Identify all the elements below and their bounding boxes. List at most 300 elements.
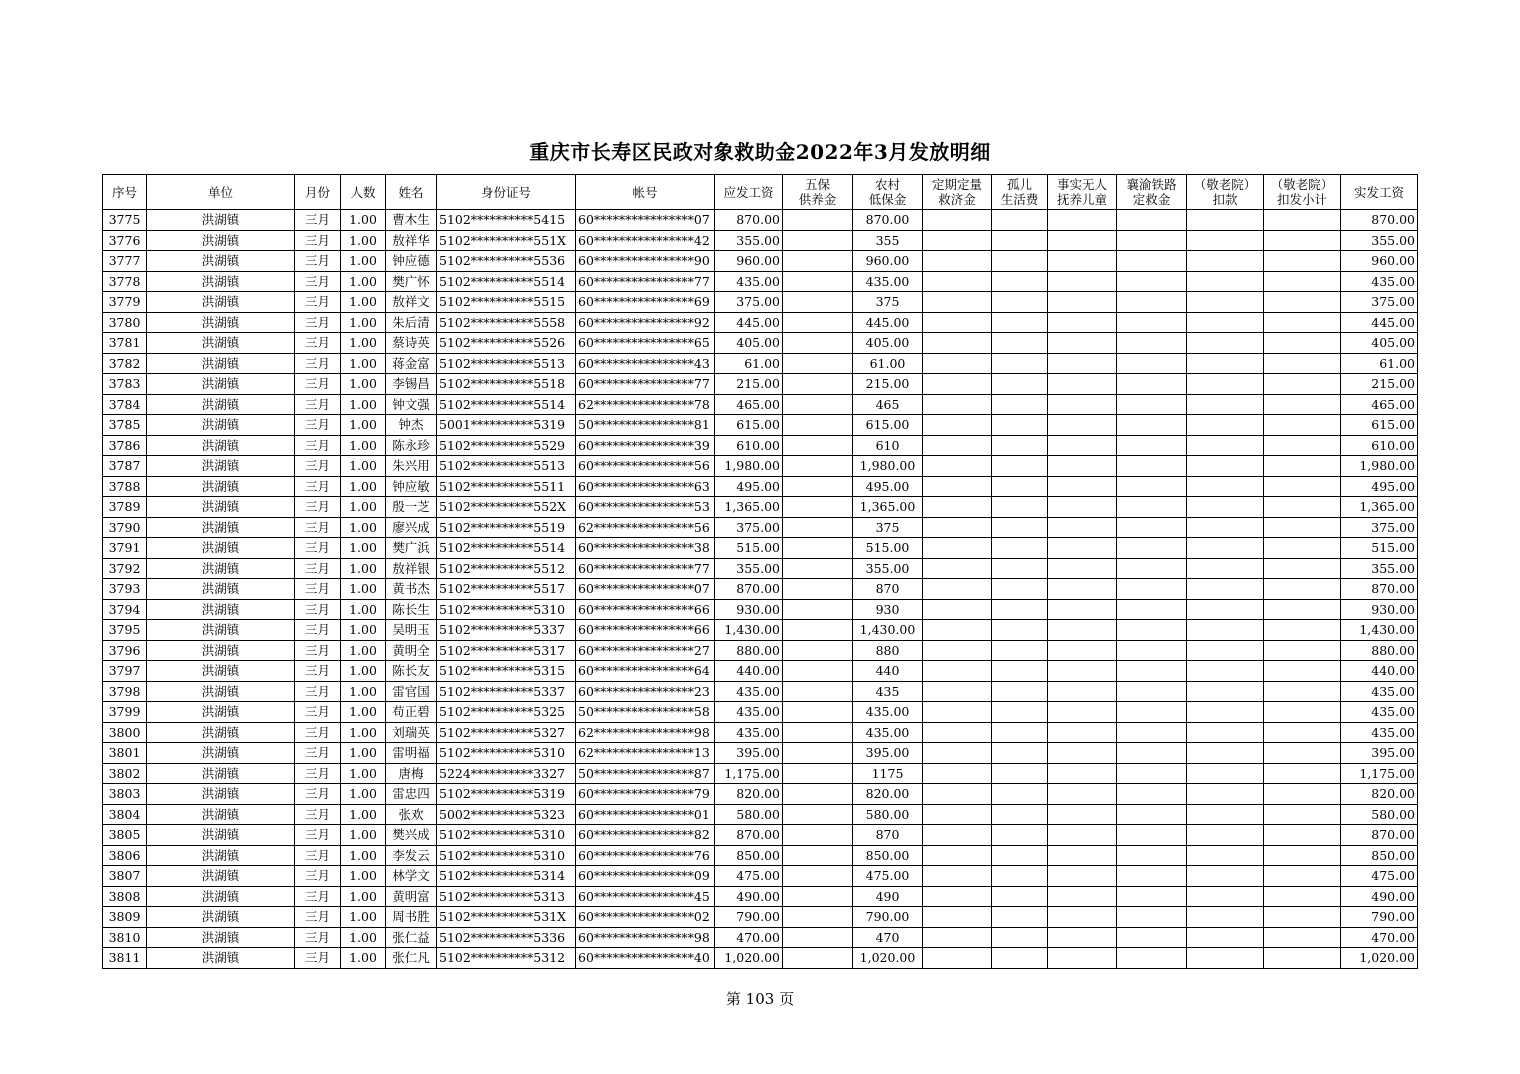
col-orphan-allowance-cell: [992, 394, 1048, 415]
col-rural-subsistence-cell: 445.00: [853, 312, 923, 333]
col-count-cell: 1.00: [341, 784, 386, 805]
table-row: [103, 722, 1418, 743]
col-seq-cell: 3776: [103, 230, 147, 251]
col-nursing-deduction-subtotal-cell: [1264, 948, 1341, 969]
col-unsupported-children-cell: [1048, 702, 1117, 723]
col-fixed-relief-cell: [923, 415, 992, 436]
col-count-cell: 1.00: [341, 230, 386, 251]
col-unit-cell: 洪湖镇: [147, 804, 295, 825]
col-nursing-deduction-cell: [1187, 415, 1264, 436]
col-five-guarantee-cell: [783, 312, 853, 333]
col-payable-cell: 1,175.00: [715, 763, 783, 784]
col-five-guarantee-cell: [783, 517, 853, 538]
col-nursing-deduction-subtotal-cell: [1264, 620, 1341, 641]
col-nursing-deduction-subtotal-cell: [1264, 333, 1341, 354]
col-month-cell: 三月: [295, 456, 341, 477]
col-month-cell: 三月: [295, 538, 341, 559]
col-seq-cell: 3811: [103, 948, 147, 969]
col-count-cell: 1.00: [341, 599, 386, 620]
col-xiangyu-railway-cell: [1117, 763, 1187, 784]
col-unsupported-children-cell: [1048, 333, 1117, 354]
col-count-cell: 1.00: [341, 558, 386, 579]
col-payable-cell: 375.00: [715, 292, 783, 313]
col-month-cell: 三月: [295, 476, 341, 497]
col-five-guarantee-cell: [783, 353, 853, 374]
col-rural-subsistence-cell: 405.00: [853, 333, 923, 354]
col-seq-cell: 3807: [103, 866, 147, 887]
col-count-cell: 1.00: [341, 435, 386, 456]
col-xiangyu-railway-cell: [1117, 825, 1187, 846]
col-five-guarantee-cell: [783, 640, 853, 661]
col-five-guarantee-cell: [783, 620, 853, 641]
col-nursing-deduction-cell: [1187, 497, 1264, 518]
col-nursing-deduction-cell: [1187, 681, 1264, 702]
col-fixed-relief-cell: [923, 435, 992, 456]
col-nursing-deduction-subtotal-cell: [1264, 804, 1341, 825]
col-id-number-cell: 5102**********5517: [437, 579, 576, 600]
col-month-cell: 三月: [295, 579, 341, 600]
col-payable-cell: 870.00: [715, 210, 783, 231]
table-body: [103, 210, 1418, 969]
col-unit-cell: 洪湖镇: [147, 394, 295, 415]
col-seq-cell: 3792: [103, 558, 147, 579]
header-col-xiangyu-railway: 襄渝铁路 定救金: [1117, 175, 1187, 210]
col-orphan-allowance-cell: [992, 333, 1048, 354]
col-seq-cell: 3798: [103, 681, 147, 702]
col-nursing-deduction-cell: [1187, 640, 1264, 661]
col-seq-cell: 3793: [103, 579, 147, 600]
col-unit-cell: 洪湖镇: [147, 558, 295, 579]
col-id-number-cell: 5102**********5514: [437, 538, 576, 559]
col-unsupported-children-cell: [1048, 886, 1117, 907]
col-nursing-deduction-cell: [1187, 866, 1264, 887]
col-account-cell: 60****************66: [576, 599, 715, 620]
col-orphan-allowance-cell: [992, 271, 1048, 292]
col-nursing-deduction-subtotal-cell: [1264, 251, 1341, 272]
col-month-cell: 三月: [295, 804, 341, 825]
col-orphan-allowance-cell: [992, 497, 1048, 518]
col-fixed-relief-cell: [923, 394, 992, 415]
col-nursing-deduction-cell: [1187, 374, 1264, 395]
col-fixed-relief-cell: [923, 640, 992, 661]
col-net-pay-cell: 1,020.00: [1341, 948, 1418, 969]
col-month-cell: 三月: [295, 374, 341, 395]
col-count-cell: 1.00: [341, 353, 386, 374]
col-seq-cell: 3788: [103, 476, 147, 497]
col-five-guarantee-cell: [783, 661, 853, 682]
col-name-cell: 敖祥文: [386, 292, 437, 313]
col-xiangyu-railway-cell: [1117, 599, 1187, 620]
col-name-cell: 张欢: [386, 804, 437, 825]
col-orphan-allowance-cell: [992, 415, 1048, 436]
col-fixed-relief-cell: [923, 599, 992, 620]
col-nursing-deduction-cell: [1187, 620, 1264, 641]
col-five-guarantee-cell: [783, 292, 853, 313]
col-rural-subsistence-cell: 930: [853, 599, 923, 620]
col-nursing-deduction-cell: [1187, 558, 1264, 579]
col-name-cell: 周书胜: [386, 907, 437, 928]
col-unit-cell: 洪湖镇: [147, 599, 295, 620]
col-payable-cell: 375.00: [715, 517, 783, 538]
col-seq-cell: 3785: [103, 415, 147, 436]
col-account-cell: 60****************01: [576, 804, 715, 825]
col-five-guarantee-cell: [783, 722, 853, 743]
col-account-cell: 60****************56: [576, 456, 715, 477]
col-nursing-deduction-cell: [1187, 722, 1264, 743]
col-id-number-cell: 5102**********531X: [437, 907, 576, 928]
col-payable-cell: 495.00: [715, 476, 783, 497]
col-unit-cell: 洪湖镇: [147, 702, 295, 723]
col-count-cell: 1.00: [341, 210, 386, 231]
col-account-cell: 60****************82: [576, 825, 715, 846]
col-five-guarantee-cell: [783, 845, 853, 866]
col-orphan-allowance-cell: [992, 251, 1048, 272]
col-name-cell: 敖祥华: [386, 230, 437, 251]
col-account-cell: 60****************09: [576, 866, 715, 887]
col-seq-cell: 3799: [103, 702, 147, 723]
col-xiangyu-railway-cell: [1117, 476, 1187, 497]
col-month-cell: 三月: [295, 702, 341, 723]
col-nursing-deduction-subtotal-cell: [1264, 886, 1341, 907]
col-nursing-deduction-cell: [1187, 661, 1264, 682]
table-row: [103, 538, 1418, 559]
col-five-guarantee-cell: [783, 333, 853, 354]
col-nursing-deduction-subtotal-cell: [1264, 497, 1341, 518]
col-unit-cell: 洪湖镇: [147, 271, 295, 292]
col-unit-cell: 洪湖镇: [147, 743, 295, 764]
col-count-cell: 1.00: [341, 333, 386, 354]
col-rural-subsistence-cell: 1,980.00: [853, 456, 923, 477]
table-row: [103, 456, 1418, 477]
header-col-nursing-deduction: （敬老院） 扣款: [1187, 175, 1264, 210]
col-unit-cell: 洪湖镇: [147, 456, 295, 477]
table-row: [103, 579, 1418, 600]
col-rural-subsistence-cell: 435.00: [853, 271, 923, 292]
col-unit-cell: 洪湖镇: [147, 374, 295, 395]
col-id-number-cell: 5102**********5313: [437, 886, 576, 907]
col-nursing-deduction-cell: [1187, 927, 1264, 948]
col-net-pay-cell: 610.00: [1341, 435, 1418, 456]
col-net-pay-cell: 1,980.00: [1341, 456, 1418, 477]
col-net-pay-cell: 61.00: [1341, 353, 1418, 374]
col-account-cell: 60****************66: [576, 620, 715, 641]
col-id-number-cell: 5102**********5310: [437, 743, 576, 764]
col-xiangyu-railway-cell: [1117, 722, 1187, 743]
col-nursing-deduction-subtotal-cell: [1264, 599, 1341, 620]
col-rural-subsistence-cell: 395.00: [853, 743, 923, 764]
col-orphan-allowance-cell: [992, 702, 1048, 723]
col-payable-cell: 440.00: [715, 661, 783, 682]
col-nursing-deduction-subtotal-cell: [1264, 784, 1341, 805]
col-rural-subsistence-cell: 435.00: [853, 702, 923, 723]
col-nursing-deduction-subtotal-cell: [1264, 661, 1341, 682]
col-payable-cell: 610.00: [715, 435, 783, 456]
col-payable-cell: 820.00: [715, 784, 783, 805]
col-rural-subsistence-cell: 375: [853, 292, 923, 313]
table-row: [103, 825, 1418, 846]
col-rural-subsistence-cell: 820.00: [853, 784, 923, 805]
col-rural-subsistence-cell: 790.00: [853, 907, 923, 928]
col-nursing-deduction-subtotal-cell: [1264, 415, 1341, 436]
col-account-cell: 60****************45: [576, 886, 715, 907]
col-count-cell: 1.00: [341, 517, 386, 538]
col-rural-subsistence-cell: 580.00: [853, 804, 923, 825]
col-orphan-allowance-cell: [992, 599, 1048, 620]
col-account-cell: 60****************69: [576, 292, 715, 313]
col-account-cell: 60****************53: [576, 497, 715, 518]
col-rural-subsistence-cell: 490: [853, 886, 923, 907]
col-orphan-allowance-cell: [992, 456, 1048, 477]
col-name-cell: 殷一芝: [386, 497, 437, 518]
col-net-pay-cell: 395.00: [1341, 743, 1418, 764]
col-unsupported-children-cell: [1048, 374, 1117, 395]
col-five-guarantee-cell: [783, 681, 853, 702]
col-nursing-deduction-cell: [1187, 907, 1264, 928]
col-unit-cell: 洪湖镇: [147, 230, 295, 251]
col-name-cell: 陈长友: [386, 661, 437, 682]
col-xiangyu-railway-cell: [1117, 230, 1187, 251]
col-id-number-cell: 5102**********5558: [437, 312, 576, 333]
header-col-rural-subsistence: 农村 低保金: [853, 175, 923, 210]
col-rural-subsistence-cell: 1,020.00: [853, 948, 923, 969]
table-row: [103, 886, 1418, 907]
col-fixed-relief-cell: [923, 804, 992, 825]
col-net-pay-cell: 435.00: [1341, 271, 1418, 292]
col-month-cell: 三月: [295, 784, 341, 805]
col-seq-cell: 3783: [103, 374, 147, 395]
col-name-cell: 雷忠四: [386, 784, 437, 805]
col-seq-cell: 3810: [103, 927, 147, 948]
col-month-cell: 三月: [295, 312, 341, 333]
col-orphan-allowance-cell: [992, 517, 1048, 538]
col-payable-cell: 1,980.00: [715, 456, 783, 477]
col-seq-cell: 3801: [103, 743, 147, 764]
col-unit-cell: 洪湖镇: [147, 763, 295, 784]
col-payable-cell: 515.00: [715, 538, 783, 559]
col-rural-subsistence-cell: 870: [853, 825, 923, 846]
col-nursing-deduction-subtotal-cell: [1264, 435, 1341, 456]
col-count-cell: 1.00: [341, 845, 386, 866]
col-id-number-cell: 5102**********5415: [437, 210, 576, 231]
col-name-cell: 黄明富: [386, 886, 437, 907]
col-fixed-relief-cell: [923, 210, 992, 231]
col-count-cell: 1.00: [341, 866, 386, 887]
col-payable-cell: 790.00: [715, 907, 783, 928]
col-orphan-allowance-cell: [992, 579, 1048, 600]
col-net-pay-cell: 470.00: [1341, 927, 1418, 948]
col-month-cell: 三月: [295, 661, 341, 682]
col-name-cell: 林学文: [386, 866, 437, 887]
col-count-cell: 1.00: [341, 394, 386, 415]
table-row: [103, 763, 1418, 784]
col-payable-cell: 850.00: [715, 845, 783, 866]
header-col-month: 月份: [295, 175, 341, 210]
col-xiangyu-railway-cell: [1117, 886, 1187, 907]
col-net-pay-cell: 1,365.00: [1341, 497, 1418, 518]
col-unit-cell: 洪湖镇: [147, 435, 295, 456]
col-name-cell: 廖兴成: [386, 517, 437, 538]
col-net-pay-cell: 790.00: [1341, 907, 1418, 928]
col-rural-subsistence-cell: 440: [853, 661, 923, 682]
col-seq-cell: 3804: [103, 804, 147, 825]
col-nursing-deduction-cell: [1187, 804, 1264, 825]
col-unsupported-children-cell: [1048, 415, 1117, 436]
col-xiangyu-railway-cell: [1117, 333, 1187, 354]
col-unit-cell: 洪湖镇: [147, 538, 295, 559]
col-rural-subsistence-cell: 615.00: [853, 415, 923, 436]
col-fixed-relief-cell: [923, 312, 992, 333]
col-id-number-cell: 5102**********5514: [437, 394, 576, 415]
col-payable-cell: 870.00: [715, 579, 783, 600]
col-account-cell: 60****************27: [576, 640, 715, 661]
col-net-pay-cell: 440.00: [1341, 661, 1418, 682]
col-unit-cell: 洪湖镇: [147, 210, 295, 231]
table-row: [103, 210, 1418, 231]
col-id-number-cell: 5102**********5526: [437, 333, 576, 354]
col-name-cell: 李锡昌: [386, 374, 437, 395]
col-month-cell: 三月: [295, 640, 341, 661]
col-five-guarantee-cell: [783, 702, 853, 723]
col-payable-cell: 580.00: [715, 804, 783, 825]
table-row: [103, 681, 1418, 702]
col-seq-cell: 3781: [103, 333, 147, 354]
col-fixed-relief-cell: [923, 845, 992, 866]
col-fixed-relief-cell: [923, 948, 992, 969]
col-fixed-relief-cell: [923, 538, 992, 559]
table-row: [103, 333, 1418, 354]
col-nursing-deduction-cell: [1187, 435, 1264, 456]
col-unsupported-children-cell: [1048, 640, 1117, 661]
col-nursing-deduction-subtotal-cell: [1264, 825, 1341, 846]
col-xiangyu-railway-cell: [1117, 702, 1187, 723]
col-rural-subsistence-cell: 1,430.00: [853, 620, 923, 641]
col-count-cell: 1.00: [341, 886, 386, 907]
col-xiangyu-railway-cell: [1117, 374, 1187, 395]
col-name-cell: 蒋金富: [386, 353, 437, 374]
col-name-cell: 樊广怀: [386, 271, 437, 292]
col-net-pay-cell: 870.00: [1341, 210, 1418, 231]
col-unsupported-children-cell: [1048, 435, 1117, 456]
col-month-cell: 三月: [295, 210, 341, 231]
col-month-cell: 三月: [295, 333, 341, 354]
col-xiangyu-railway-cell: [1117, 866, 1187, 887]
col-five-guarantee-cell: [783, 476, 853, 497]
col-rural-subsistence-cell: 870.00: [853, 210, 923, 231]
col-orphan-allowance-cell: [992, 640, 1048, 661]
col-rural-subsistence-cell: 850.00: [853, 845, 923, 866]
col-seq-cell: 3779: [103, 292, 147, 313]
col-xiangyu-railway-cell: [1117, 353, 1187, 374]
col-month-cell: 三月: [295, 497, 341, 518]
col-rural-subsistence-cell: 61.00: [853, 353, 923, 374]
col-unit-cell: 洪湖镇: [147, 251, 295, 272]
col-seq-cell: 3790: [103, 517, 147, 538]
col-count-cell: 1.00: [341, 292, 386, 313]
col-orphan-allowance-cell: [992, 476, 1048, 497]
col-account-cell: 62****************98: [576, 722, 715, 743]
table-row: [103, 476, 1418, 497]
col-fixed-relief-cell: [923, 579, 992, 600]
col-unit-cell: 洪湖镇: [147, 866, 295, 887]
col-payable-cell: 930.00: [715, 599, 783, 620]
col-name-cell: 雷官国: [386, 681, 437, 702]
col-net-pay-cell: 515.00: [1341, 538, 1418, 559]
col-five-guarantee-cell: [783, 271, 853, 292]
col-account-cell: 60****************79: [576, 784, 715, 805]
col-payable-cell: 355.00: [715, 230, 783, 251]
col-xiangyu-railway-cell: [1117, 804, 1187, 825]
col-month-cell: 三月: [295, 825, 341, 846]
table-header-row: [103, 175, 1418, 210]
header-col-payable: 应发工资: [715, 175, 783, 210]
col-payable-cell: 405.00: [715, 333, 783, 354]
col-rural-subsistence-cell: 475.00: [853, 866, 923, 887]
col-payable-cell: 465.00: [715, 394, 783, 415]
table-row: [103, 702, 1418, 723]
col-five-guarantee-cell: [783, 599, 853, 620]
col-unit-cell: 洪湖镇: [147, 415, 295, 436]
col-unsupported-children-cell: [1048, 210, 1117, 231]
col-fixed-relief-cell: [923, 661, 992, 682]
col-rural-subsistence-cell: 610: [853, 435, 923, 456]
col-rural-subsistence-cell: 870: [853, 579, 923, 600]
col-month-cell: 三月: [295, 866, 341, 887]
col-unit-cell: 洪湖镇: [147, 722, 295, 743]
col-seq-cell: 3775: [103, 210, 147, 231]
col-count-cell: 1.00: [341, 497, 386, 518]
col-seq-cell: 3787: [103, 456, 147, 477]
col-count-cell: 1.00: [341, 415, 386, 436]
col-unsupported-children-cell: [1048, 579, 1117, 600]
col-id-number-cell: 5102**********5314: [437, 866, 576, 887]
col-nursing-deduction-subtotal-cell: [1264, 681, 1341, 702]
col-nursing-deduction-cell: [1187, 948, 1264, 969]
header-col-count: 人数: [341, 175, 386, 210]
col-nursing-deduction-subtotal-cell: [1264, 292, 1341, 313]
col-id-number-cell: 5001**********5319: [437, 415, 576, 436]
col-name-cell: 曹木生: [386, 210, 437, 231]
col-orphan-allowance-cell: [992, 312, 1048, 333]
col-unsupported-children-cell: [1048, 907, 1117, 928]
col-unit-cell: 洪湖镇: [147, 907, 295, 928]
col-fixed-relief-cell: [923, 374, 992, 395]
col-count-cell: 1.00: [341, 825, 386, 846]
col-name-cell: 张仁益: [386, 927, 437, 948]
col-seq-cell: 3789: [103, 497, 147, 518]
col-nursing-deduction-cell: [1187, 599, 1264, 620]
col-count-cell: 1.00: [341, 251, 386, 272]
col-seq-cell: 3791: [103, 538, 147, 559]
col-nursing-deduction-subtotal-cell: [1264, 476, 1341, 497]
col-count-cell: 1.00: [341, 948, 386, 969]
col-unit-cell: 洪湖镇: [147, 640, 295, 661]
header-col-seq: 序号: [103, 175, 147, 210]
col-nursing-deduction-subtotal-cell: [1264, 271, 1341, 292]
col-xiangyu-railway-cell: [1117, 292, 1187, 313]
header-col-five-guarantee: 五保 供养金: [783, 175, 853, 210]
col-month-cell: 三月: [295, 517, 341, 538]
table-row: [103, 640, 1418, 661]
col-name-cell: 蔡诗英: [386, 333, 437, 354]
col-xiangyu-railway-cell: [1117, 927, 1187, 948]
col-name-cell: 朱后清: [386, 312, 437, 333]
col-unsupported-children-cell: [1048, 927, 1117, 948]
col-rural-subsistence-cell: 470: [853, 927, 923, 948]
table-row: [103, 497, 1418, 518]
col-unsupported-children-cell: [1048, 784, 1117, 805]
col-rural-subsistence-cell: 355: [853, 230, 923, 251]
header-col-id-number: 身份证号: [437, 175, 576, 210]
